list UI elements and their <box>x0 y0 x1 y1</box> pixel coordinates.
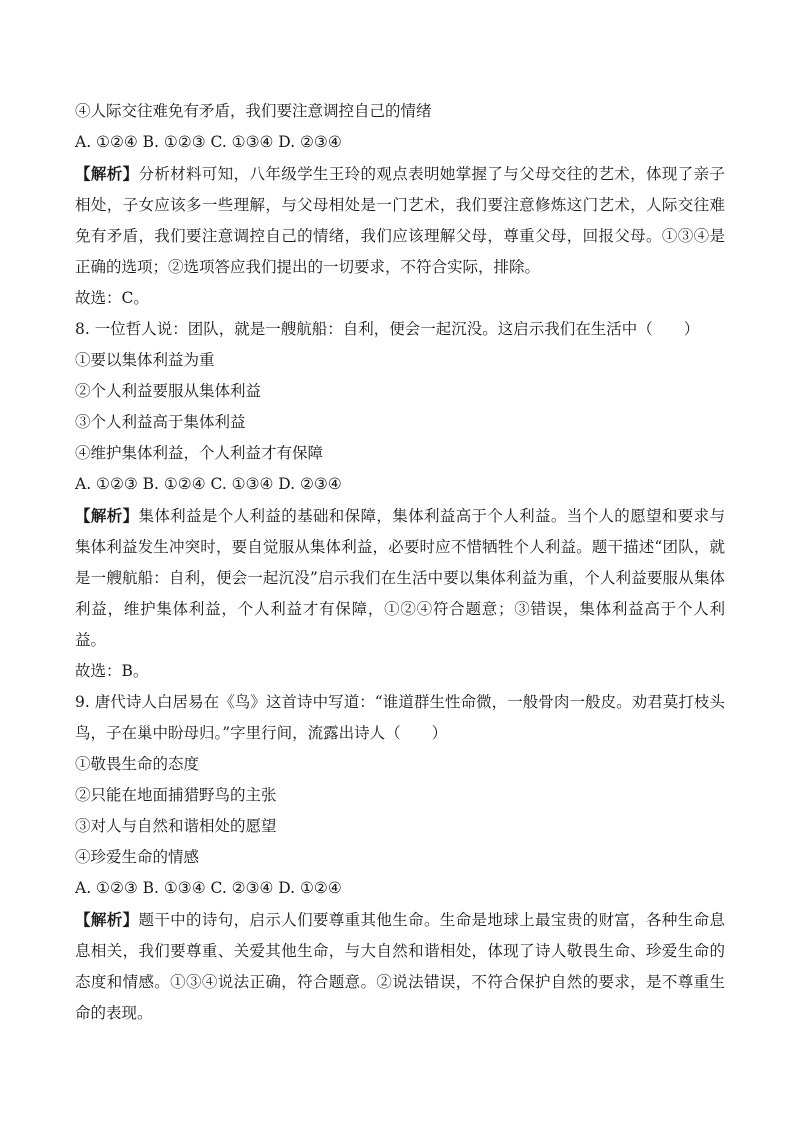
q7-choices: A. ①②④ B. ①②③ C. ①③④ D. ②③④ <box>75 133 342 151</box>
q7-answer: 故选：C。 <box>75 289 149 307</box>
q9-option-1: ①敬畏生命的态度 <box>75 755 200 773</box>
q9-option-3: ③对人与自然和谐相处的愿望 <box>75 817 277 835</box>
document-page <box>75 96 725 1029</box>
q8-option-1: ①要以集体利益为重 <box>75 351 215 369</box>
q9-choices: A. ①②③ B. ①③④ C. ②③④ D. ①②④ <box>75 879 342 897</box>
q8-analysis <box>75 500 725 656</box>
q9-stem: 9. 唐代诗人白居易在《鸟》这首诗中写道：“谁道群生性命微，一般骨肉一般皮。劝君莫打枝头鸟，子在巢中盼母归。”字里行间，流露出诗人（ ） <box>75 693 725 742</box>
q7-analysis <box>75 158 725 283</box>
q8-option-3: ③个人利益高于集体利益 <box>75 413 246 431</box>
q8-answer: 故选：B。 <box>75 662 149 680</box>
q8-analysis-tag: 【解析】 <box>75 506 139 525</box>
q9-option-4: ④珍爱生命的情感 <box>75 848 200 866</box>
q7-analysis-text: 分析材料可知，八年级学生王玲的观点表明她掌握了与父母交往的艺术，体现了亲子相处，子女应该多一些理解，与父母相处是一门艺术，我们要注意修炼这门艺术，人际交往难免有矛盾，我们要注意调控自己的情绪，我们应该理解父母，尊重父母，回报父母。①③④是正确的选项；②选项答应我们提出的一切要求，不符合实际，排除。 <box>75 165 725 276</box>
q8-option-4: ④维护集体利益，个人利益才有保障 <box>75 444 324 462</box>
q9-analysis-tag: 【解析】 <box>75 910 139 929</box>
q7-analysis-tag: 【解析】 <box>75 164 139 183</box>
q8-option-2: ②个人利益要服从集体利益 <box>75 382 262 400</box>
q9-option-2: ②只能在地面捕猎野鸟的主张 <box>75 786 277 804</box>
q9-analysis <box>75 904 725 1029</box>
q8-choices: A. ①②③ B. ①②④ C. ①③④ D. ②③④ <box>75 475 342 493</box>
q7-option-4: ④人际交往难免有矛盾，我们要注意调控自己的情绪 <box>75 102 432 120</box>
q8-analysis-text: 集体利益是个人利益的基础和保障，集体利益高于个人利益。当个人的愿望和要求与集体利益发生冲突时，要自觉服从集体利益，必要时应不惜牺牲个人利益。题干描述“团队，就是一艘航船：自利，便会一起沉没”启示我们在生活中要以集体利益为重，个人利益要服从集体利益，维护集体利益，个人利益才有保障，①②④符合题意；③错误，集体利益高于个人利益。 <box>75 507 725 649</box>
q9-analysis-text: 题干中的诗句，启示人们要尊重其他生命。生命是地球上最宝贵的财富，各种生命息息相关，我们要尊重、关爱其他生命，与大自然和谐相处，体现了诗人敬畏生命、珍爱生命的态度和情感。①③④说法正确，符合题意。②说法错误，不符合保护自然的要求，是不尊重生命的表现。 <box>75 911 725 1022</box>
q8-stem: 8. 一位哲人说：团队，就是一艘航船：自利，便会一起沉没。这启示我们在生活中（ ） <box>75 320 700 338</box>
